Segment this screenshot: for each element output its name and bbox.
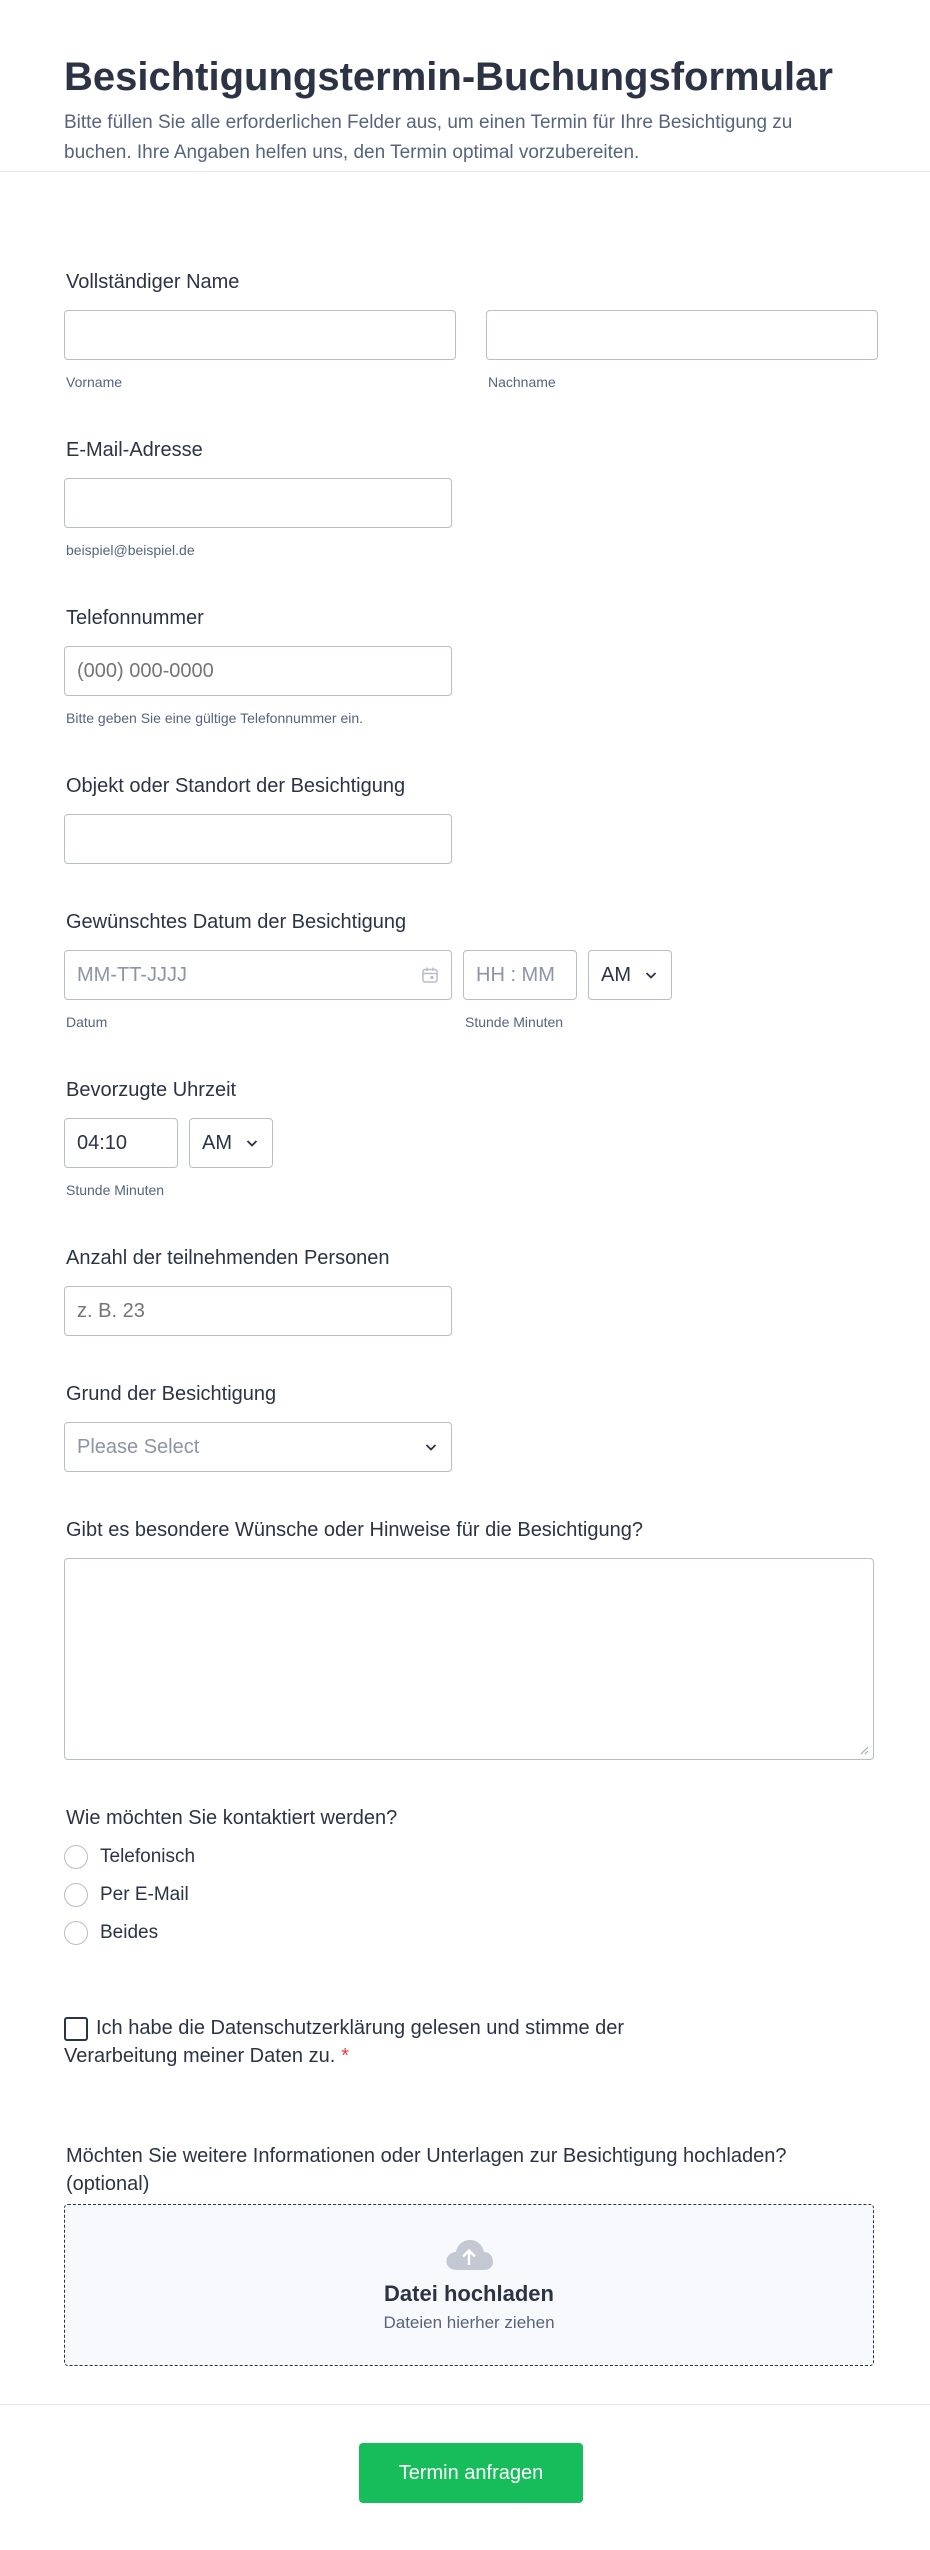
- reason-field: [64, 1380, 452, 1472]
- wishes-textarea[interactable]: [64, 1558, 874, 1760]
- page-subtitle: Bitte füllen Sie alle erforderlichen Felder aus, um einen Termin für Ihre Besichtigung zu buchen. Ihre Angaben helfen uns, den Termin optimal vorzubereiten.: [64, 112, 793, 163]
- submit-button[interactable]: Termin anfragen: [359, 2443, 583, 2503]
- date-label: Gewünschtes Datum der Besichtigung: [66, 911, 407, 933]
- date-time-sublabel: Stunde Minuten: [465, 1014, 564, 1030]
- wishes-label: Gibt es besondere Wünsche oder Hinweise für die Besichtigung?: [66, 1519, 643, 1541]
- contact-option-phone[interactable]: [64, 1838, 397, 1876]
- first-name-sublabel: Vorname: [66, 374, 123, 390]
- upload-title: Datei hochladen: [384, 2281, 554, 2306]
- preferred-time-label: Bevorzugte Uhrzeit: [66, 1079, 237, 1101]
- email-sublabel: beispiel@beispiel.de: [66, 542, 195, 558]
- full-name-label: Vollständiger Name: [66, 271, 240, 293]
- consent-text: Ich habe die Datenschutzerklärung gelesen und stimme der Verarbeitung meiner Daten zu.: [64, 2017, 625, 2067]
- participants-label: Anzahl der teilnehmenden Personen: [66, 1247, 390, 1269]
- consent-checkbox[interactable]: [64, 2017, 88, 2041]
- contact-label: Wie möchten Sie kontaktiert werden?: [66, 1807, 398, 1829]
- date-sublabel: Datum: [66, 1014, 108, 1030]
- upload-dropzone[interactable]: [64, 2204, 874, 2366]
- reason-select[interactable]: [64, 1422, 452, 1472]
- form-footer: [0, 2404, 930, 2550]
- required-asterisk: *: [341, 2045, 350, 2067]
- upload-field: [64, 2142, 874, 2366]
- location-input[interactable]: [64, 814, 452, 864]
- date-input[interactable]: [64, 950, 452, 1000]
- preferred-ampm-select[interactable]: [189, 1118, 273, 1168]
- reason-select-value: Please Select: [77, 1435, 200, 1458]
- first-name-input[interactable]: [64, 310, 456, 360]
- email-field: [64, 436, 452, 560]
- preferred-time-value: 04:10: [77, 1131, 128, 1154]
- radio-button[interactable]: [64, 1845, 88, 1869]
- phone-input[interactable]: [64, 646, 452, 696]
- resize-handle-icon[interactable]: [859, 1745, 869, 1755]
- contact-option-label: Telefonisch: [100, 1846, 196, 1867]
- date-time-placeholder: HH : MM: [476, 963, 555, 986]
- contact-option-email[interactable]: [64, 1876, 397, 1914]
- date-placeholder: MM-TT-JJJJ: [77, 963, 187, 986]
- date-field: [64, 908, 672, 1032]
- form-header: [0, 0, 930, 172]
- preferred-time-input[interactable]: [64, 1118, 178, 1168]
- email-label: E-Mail-Adresse: [66, 439, 203, 461]
- last-name-sublabel: Nachname: [488, 374, 556, 390]
- chevron-down-icon: [244, 1135, 260, 1151]
- email-input[interactable]: [64, 478, 452, 528]
- wishes-field: [64, 1516, 874, 1760]
- preferred-time-field: [64, 1076, 273, 1200]
- full-name-field: [64, 268, 878, 392]
- location-label: Objekt oder Standort der Besichtigung: [66, 775, 406, 797]
- last-name-input[interactable]: [486, 310, 878, 360]
- consent-field: [64, 2014, 724, 2070]
- preferred-ampm-value: AM: [202, 1131, 232, 1154]
- upload-subtitle: Dateien hierher ziehen: [383, 2313, 555, 2332]
- phone-sublabel: Bitte geben Sie eine gültige Telefonnummer ein.: [66, 710, 364, 726]
- contact-option-label: Per E-Mail: [100, 1884, 189, 1905]
- participants-input[interactable]: [64, 1286, 452, 1336]
- contact-option-label: Beides: [100, 1922, 159, 1943]
- consent-label[interactable]: [64, 2014, 724, 2070]
- contact-option-both[interactable]: [64, 1914, 397, 1952]
- upload-label: Möchten Sie weitere Informationen oder Unterlagen zur Besichtigung hochladen? (optional): [66, 2145, 787, 2195]
- chevron-down-icon: [423, 1439, 439, 1455]
- radio-button[interactable]: [64, 1883, 88, 1907]
- chevron-down-icon: [643, 967, 659, 983]
- participants-field: [64, 1244, 452, 1336]
- date-time-input[interactable]: [463, 950, 577, 1000]
- reason-label: Grund der Besichtigung: [66, 1383, 277, 1405]
- cloud-upload-icon: [443, 2237, 495, 2273]
- date-ampm-value: AM: [601, 963, 631, 986]
- calendar-icon[interactable]: [421, 966, 439, 984]
- preferred-time-sublabel: Stunde Minuten: [66, 1182, 165, 1198]
- page-title: Besichtigungstermin-Buchungsformular: [64, 55, 833, 99]
- phone-field: [64, 604, 452, 728]
- location-field: [64, 772, 452, 864]
- date-ampm-select[interactable]: [588, 950, 672, 1000]
- radio-button[interactable]: [64, 1921, 88, 1945]
- phone-label: Telefonnummer: [66, 607, 204, 629]
- contact-field: [64, 1804, 397, 1952]
